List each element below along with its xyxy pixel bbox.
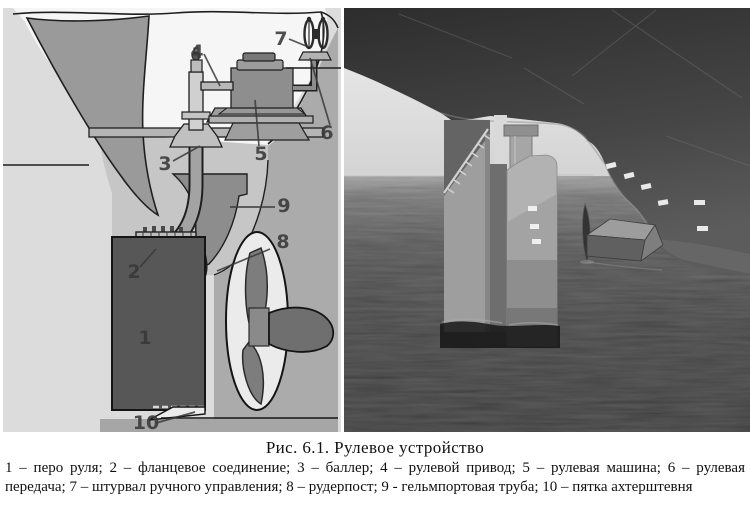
stern-rudder-photo <box>344 8 750 432</box>
photo-rudder-blade <box>507 155 557 346</box>
diagram-label-10: 10 <box>132 412 160 432</box>
rudder-skeg <box>444 120 490 332</box>
diagram-label-1: 1 <box>138 327 152 349</box>
diagram-label-7: 7 <box>274 28 288 50</box>
figure-caption-title: Рис. 6.1. Рулевое устройство <box>265 438 485 457</box>
figure-legend-line-2: передача; 7 – штурвал ручного управления; 8 – рудерпост; 9 - гельмпортовая труба; 10 – пятка ахтерштевня <box>5 478 693 495</box>
figure-caption <box>5 436 745 496</box>
skeg-rudder-shadow-gap <box>490 164 507 332</box>
diagram-label-8: 8 <box>276 231 290 253</box>
figure-legend-line-1: 1 – перо руля; 2 – фланцевое соединение; 3 – баллер; 4 – рулевой привод; 5 – рулевая машина; 6 – рулевая <box>5 460 745 476</box>
diagram-label-9: 9 <box>277 195 291 217</box>
diagram-label-6: 6 <box>320 122 334 144</box>
diagram-label-5: 5 <box>254 143 268 165</box>
rudder-blade <box>112 237 205 410</box>
tiller-arm <box>201 82 233 90</box>
rudder-scheme-diagram <box>3 8 341 432</box>
hull-gap-slot <box>494 115 507 168</box>
diagram-label-3: 3 <box>158 153 172 175</box>
diagram-label-2: 2 <box>127 261 141 283</box>
diagram-label-4: 4 <box>190 41 204 63</box>
